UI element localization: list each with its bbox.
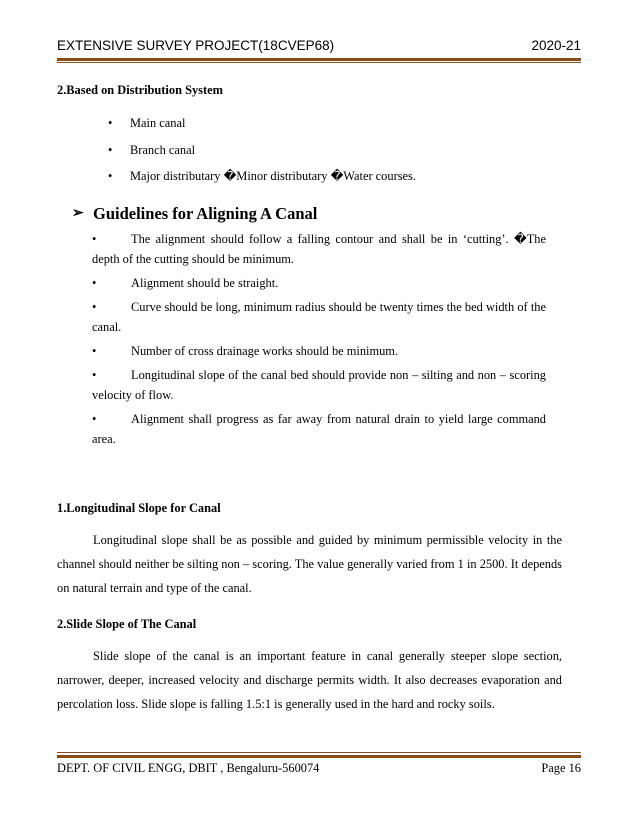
paragraph: Slide slope of the canal is an important feature in canal generally steeper slope section, narrower, deeper, increased velocity and discharge permits width. It also decreases evaporation and percolation loss. Slide slope is falling 1.5:1 is generally used in the hard and rocky soils. — [57, 649, 562, 711]
section-heading: 1.Longitudinal Slope for Canal — [57, 501, 221, 515]
page-number: Page 16 — [541, 761, 581, 775]
bullet-glyph: • — [108, 169, 113, 183]
list-item: • Main canal — [57, 113, 562, 140]
list-item: • Branch canal — [57, 140, 562, 167]
guidelines-heading: ➢ Guidelines for Aligning A Canal — [72, 204, 318, 223]
list-item: • Number of cross drainage works should be minimum. — [92, 344, 399, 358]
slide-section — [57, 614, 562, 716]
bullet-glyph: • — [108, 142, 113, 157]
section-heading: 2.Based on Distribution System — [57, 83, 223, 97]
list-item: • Alignment shall progress as far away from natural drain to yield large command area. — [92, 412, 546, 446]
footer-dept: DEPT. OF CIVIL ENGG, DBIT , Bengaluru-560074 — [57, 761, 320, 775]
header-rule-thick — [57, 58, 581, 61]
page-header — [57, 38, 581, 58]
longitudinal-section — [57, 498, 562, 600]
header-title: EXTENSIVE SURVEY PROJECT(18CVEP68) — [57, 38, 335, 53]
paragraph: Longitudinal slope shall be as possible and guided by minimum permissible velocity in the channel should neither be silting non – scoring. The value generally varied from 1 in 2500. It depends on natural terrain and type of the canal. — [57, 533, 562, 595]
footer-rule-thin — [57, 752, 581, 753]
section-heading: 2.Slide Slope of The Canal — [57, 617, 197, 631]
list-item: • Major distributary �Minor distributary �Water courses. — [57, 166, 562, 193]
header-rule-thin — [57, 62, 581, 63]
guidelines-section — [57, 204, 562, 453]
list-item: • Longitudinal slope of the canal bed should provide non – silting and non – scoring velocity of flow. — [92, 368, 546, 402]
arrow-bullet-icon: ➢ — [72, 206, 84, 221]
list-item: • The alignment should follow a falling contour and shall be in ‘cutting’. �The depth of the cutting should be minimum. — [92, 232, 546, 266]
footer-rule-thick — [57, 755, 581, 758]
distribution-list — [57, 113, 562, 193]
list-item: • Alignment should be straight. — [92, 276, 279, 290]
bullet-glyph: • — [108, 116, 113, 130]
header-year: 2020-21 — [531, 38, 581, 53]
guidelines-list — [57, 229, 562, 449]
list-item: • Curve should be long, minimum radius should be twenty times the bed width of the canal. — [92, 300, 546, 334]
distribution-section — [57, 80, 562, 193]
